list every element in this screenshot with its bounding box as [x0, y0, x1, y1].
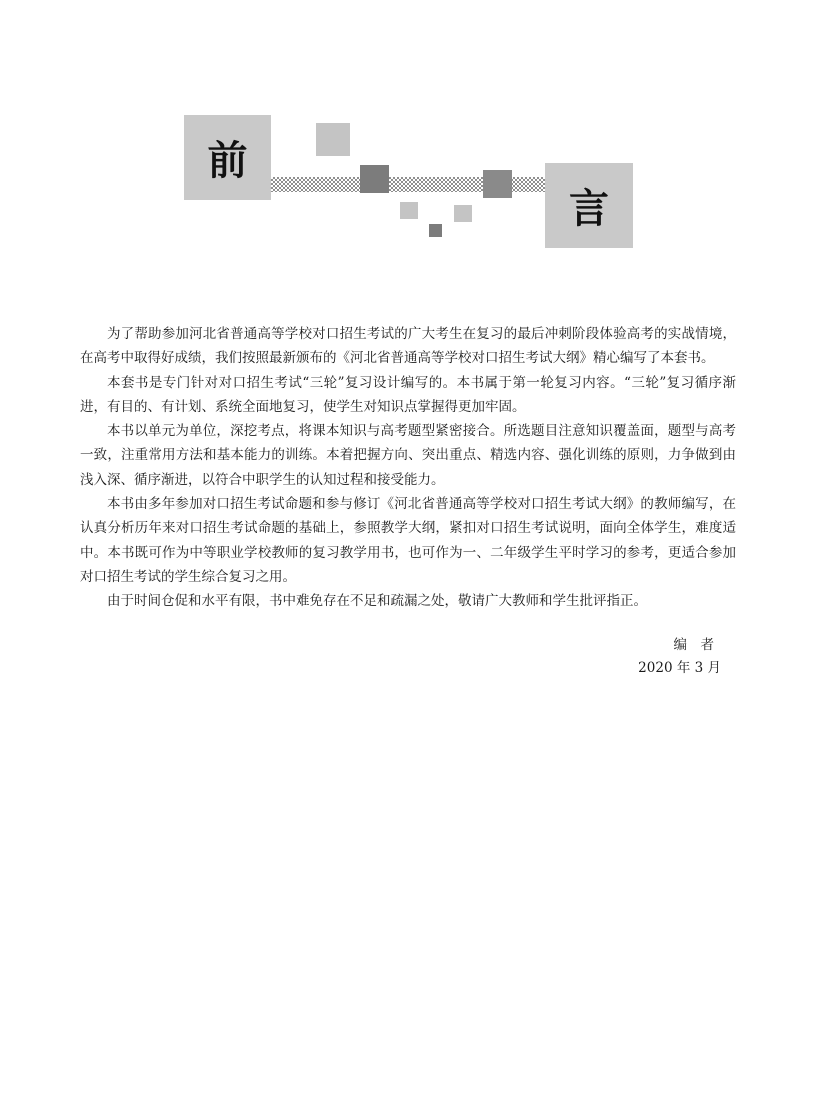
- signature-author: 编 者: [673, 637, 714, 653]
- preface-body: [80, 322, 736, 614]
- decor-square: [316, 123, 350, 156]
- decor-square: [429, 224, 442, 237]
- paragraph: 为了帮助参加河北省普通高等学校对口招生考试的广大考生在复习的最后冲刺阶段体验高考的实战情境，在高考中取得好成绩，我们按照最新颁布的《河北省普通高等学校对口招生考试大纲》精心编写了本套书。: [80, 326, 736, 367]
- paragraph: 本书以单元为单位，深挖考点，将课本知识与高考题型紧密接合。所选题目注意知识覆盖面，题型与高考一致，注重常用方法和基本能力的训练。本着把握方向、突出重点、精选内容、强化训练的原则，力争做到由浅入深、循序渐进，以符合中职学生的认知过程和接受能力。: [80, 423, 736, 488]
- decor-square: [483, 170, 512, 198]
- title-char-right: 言: [545, 163, 633, 248]
- decor-square: [400, 202, 418, 219]
- title-char-left: 前: [184, 115, 271, 200]
- decor-square: [360, 165, 389, 193]
- paragraph: 本套书是专门针对对口招生考试“三轮”复习设计编写的。本书属于第一轮复习内容。“三轮”复习循序渐进，有目的、有计划、系统全面地复习，使学生对知识点掌握得更加牢固。: [80, 374, 736, 415]
- decor-square: [454, 205, 472, 222]
- signature-date: 2020 年 3 月: [638, 660, 721, 676]
- title-banner: [0, 0, 816, 260]
- paragraph: 本书由多年参加对口招生考试命题和参与修订《河北省普通高等学校对口招生考试大纲》的教师编写，在认真分析历年来对口招生考试命题的基础上，参照教学大纲，紧扣对口招生考试说明，面向全体学生，难度适中。本书既可作为中等职业学校教师的复习教学用书，也可作为一、二年级学生平时学习的参考，更适合参加对口招生考试的学生综合复习之用。: [80, 496, 736, 585]
- paragraph: 由于时间仓促和水平有限，书中难免存在不足和疏漏之处，敬请广大教师和学生批评指正。: [107, 593, 647, 610]
